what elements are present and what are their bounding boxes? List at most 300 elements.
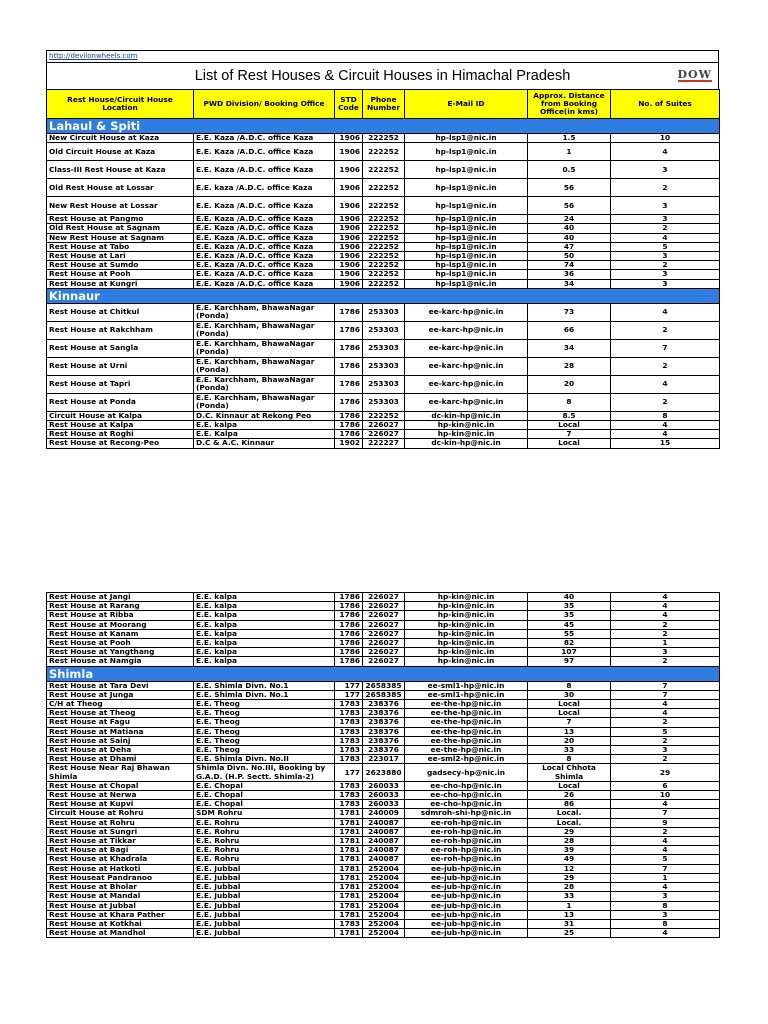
table-row <box>47 143 720 161</box>
phone-cell: 253303 <box>363 321 405 339</box>
email-cell: ee-the-hp@nic.in <box>405 700 528 709</box>
table-row <box>47 800 720 809</box>
phone-cell: 252004 <box>363 910 405 919</box>
distance-cell: 40 <box>528 233 611 242</box>
suites-cell: 4 <box>611 421 720 430</box>
location-cell: Rest House at Jangi <box>47 593 194 602</box>
phone-cell: 226027 <box>363 639 405 648</box>
distance-cell: 8 <box>528 393 611 411</box>
suites-cell: 2 <box>611 827 720 836</box>
table-row <box>47 357 720 375</box>
std-code-cell: 1902 <box>335 439 363 448</box>
distance-cell: 13 <box>528 727 611 736</box>
distance-cell: 45 <box>528 620 611 629</box>
division-cell: E.E. Kaza /A.D.C. office Kaza <box>194 252 335 261</box>
table-row <box>47 846 720 855</box>
location-cell: Rest House at Deha <box>47 746 194 755</box>
suites-cell: 1 <box>611 639 720 648</box>
email-cell: ee-roh-hp@nic.in <box>405 855 528 864</box>
phone-cell: 238376 <box>363 736 405 745</box>
std-code-cell: 1786 <box>335 611 363 620</box>
table-row <box>47 339 720 357</box>
division-cell: E.E. kalpa <box>194 639 335 648</box>
email-cell: hp-lsp1@nic.in <box>405 134 528 143</box>
phone-cell: 2623880 <box>363 764 405 781</box>
suites-cell: 4 <box>611 709 720 718</box>
email-cell: ee-sml1-hp@nic.in <box>405 681 528 690</box>
std-code-cell: 1781 <box>335 827 363 836</box>
phone-cell: 238376 <box>363 700 405 709</box>
suites-cell: 3 <box>611 746 720 755</box>
suites-cell: 7 <box>611 690 720 699</box>
section-title: Lahaul & Spiti <box>47 119 720 134</box>
phone-cell: 240087 <box>363 837 405 846</box>
division-cell: E.E. kalpa <box>194 611 335 620</box>
location-cell: Rest House at Tapri <box>47 375 194 393</box>
division-cell: E.E. Theog <box>194 727 335 736</box>
distance-cell: 33 <box>528 746 611 755</box>
rest-house-sheet-continued <box>46 592 719 938</box>
table-row <box>47 648 720 657</box>
table-row <box>47 929 720 938</box>
email-cell: hp-kin@nic.in <box>405 602 528 611</box>
phone-cell: 226027 <box>363 421 405 430</box>
location-cell: Rest House at Mandhol <box>47 929 194 938</box>
suites-cell: 2 <box>611 620 720 629</box>
suites-cell: 3 <box>611 252 720 261</box>
rest-house-sheet <box>46 50 719 449</box>
suites-cell: 2 <box>611 179 720 197</box>
location-cell: Rest House at Theog <box>47 709 194 718</box>
email-cell: hp-lsp1@nic.in <box>405 224 528 233</box>
division-cell: E.E. Karchham, BhawaNagar (Ponda) <box>194 339 335 357</box>
table-body-part2 <box>47 593 720 938</box>
location-cell: Rest House at Pooh <box>47 270 194 279</box>
distance-cell: Local. <box>528 809 611 818</box>
column-header-division: PWD Division/ Booking Office <box>194 90 335 119</box>
phone-cell: 222252 <box>363 224 405 233</box>
std-code-cell: 1783 <box>335 727 363 736</box>
location-cell: Rest House at Tabo <box>47 242 194 251</box>
std-code-cell: 1786 <box>335 375 363 393</box>
distance-cell: 7 <box>528 430 611 439</box>
phone-cell: 222252 <box>363 252 405 261</box>
section-header-row <box>47 666 720 681</box>
distance-cell: 35 <box>528 602 611 611</box>
std-code-cell: 1906 <box>335 179 363 197</box>
location-cell: Rest House at Fagu <box>47 718 194 727</box>
suites-cell: 4 <box>611 929 720 938</box>
email-cell: hp-lsp1@nic.in <box>405 261 528 270</box>
division-cell: E.E. Theog <box>194 709 335 718</box>
suites-cell: 7 <box>611 864 720 873</box>
source-url-link[interactable]: http://devilonwheels.com <box>46 50 719 62</box>
division-cell: E.E. Karchham, BhawaNagar (Ponda) <box>194 303 335 321</box>
table-row <box>47 593 720 602</box>
column-header-location: Rest House/Circuit House Location <box>47 90 194 119</box>
std-code-cell: 1781 <box>335 818 363 827</box>
location-cell: Rest House at Khara Pather <box>47 910 194 919</box>
suites-cell: 7 <box>611 681 720 690</box>
table-row <box>47 700 720 709</box>
phone-cell: 226027 <box>363 629 405 638</box>
phone-cell: 222252 <box>363 279 405 288</box>
distance-cell: 31 <box>528 919 611 928</box>
std-code-cell: 1906 <box>335 134 363 143</box>
section-title: Kinnaur <box>47 288 720 303</box>
email-cell: ee-sml2-hp@nic.in <box>405 755 528 764</box>
email-cell: hp-kin@nic.in <box>405 593 528 602</box>
location-cell: Rest House at Roghi <box>47 430 194 439</box>
suites-cell: 10 <box>611 134 720 143</box>
table-row <box>47 602 720 611</box>
phone-cell: 253303 <box>363 393 405 411</box>
location-cell: Rest House at Pooh <box>47 639 194 648</box>
table-row <box>47 681 720 690</box>
division-cell: E.E. Kaza /A.D.C. office Kaza <box>194 215 335 224</box>
distance-cell: Local <box>528 781 611 790</box>
email-cell: ee-the-hp@nic.in <box>405 727 528 736</box>
email-cell: ee-karc-hp@nic.in <box>405 339 528 357</box>
table-row <box>47 134 720 143</box>
suites-cell: 2 <box>611 261 720 270</box>
table-row <box>47 233 720 242</box>
distance-cell: 34 <box>528 279 611 288</box>
location-cell: Old Circuit House at Kaza <box>47 143 194 161</box>
division-cell: E.E. Jubbal <box>194 864 335 873</box>
suites-cell: 3 <box>611 910 720 919</box>
std-code-cell: 1783 <box>335 791 363 800</box>
division-cell: E.E. Jubbal <box>194 919 335 928</box>
email-cell: ee-karc-hp@nic.in <box>405 357 528 375</box>
section-header-row <box>47 288 720 303</box>
location-cell: Rest House at Sungri <box>47 827 194 836</box>
location-cell: Rest House Near Raj Bhawan Shimla <box>47 764 194 781</box>
column-header-distance: Approx. Distance from Booking Office(in kms) <box>528 90 611 119</box>
phone-cell: 253303 <box>363 303 405 321</box>
location-cell: Rest House at Kupvi <box>47 800 194 809</box>
distance-cell: 28 <box>528 357 611 375</box>
distance-cell: Local Chhota Shimla <box>528 764 611 781</box>
email-cell: sdmroh-shi-hp@nic.in <box>405 809 528 818</box>
distance-cell: Local <box>528 700 611 709</box>
distance-cell: 97 <box>528 657 611 666</box>
table-row <box>47 919 720 928</box>
table-row <box>47 270 720 279</box>
division-cell: E.E. kalpa <box>194 629 335 638</box>
location-cell: Rest House at Chitkul <box>47 303 194 321</box>
email-cell: ee-the-hp@nic.in <box>405 746 528 755</box>
suites-cell: 29 <box>611 764 720 781</box>
table-row <box>47 303 720 321</box>
email-cell: ee-cho-hp@nic.in <box>405 791 528 800</box>
email-cell: hp-lsp1@nic.in <box>405 270 528 279</box>
suites-cell: 4 <box>611 303 720 321</box>
table-row <box>47 755 720 764</box>
location-cell: Rest House at Nerwa <box>47 791 194 800</box>
division-cell: E.E. Kalpa <box>194 430 335 439</box>
std-code-cell: 1781 <box>335 809 363 818</box>
phone-cell: 253303 <box>363 339 405 357</box>
distance-cell: 49 <box>528 855 611 864</box>
location-cell: Rest House at Hatkoti <box>47 864 194 873</box>
distance-cell: 56 <box>528 197 611 215</box>
division-cell: E.E. Rohru <box>194 837 335 846</box>
table-row <box>47 781 720 790</box>
division-cell: E.E. Theog <box>194 700 335 709</box>
location-cell: Rest House at Rakchham <box>47 321 194 339</box>
distance-cell: 8 <box>528 681 611 690</box>
email-cell: dc-kin-hp@nic.in <box>405 411 528 420</box>
email-cell: ee-karc-hp@nic.in <box>405 375 528 393</box>
phone-cell: 252004 <box>363 873 405 882</box>
email-cell: hp-lsp1@nic.in <box>405 161 528 179</box>
phone-cell: 226027 <box>363 602 405 611</box>
division-cell: E.E. Kaza /A.D.C. office Kaza <box>194 242 335 251</box>
phone-cell: 222252 <box>363 179 405 197</box>
email-cell: ee-sml1-hp@nic.in <box>405 690 528 699</box>
phone-cell: 222227 <box>363 439 405 448</box>
email-cell: hp-kin@nic.in <box>405 620 528 629</box>
division-cell: E.E. Chopal <box>194 800 335 809</box>
distance-cell: 0.5 <box>528 161 611 179</box>
phone-cell: 2658385 <box>363 690 405 699</box>
dow-logo: DOW <box>677 68 712 81</box>
division-cell: E.E. Shimla Divn. No.II <box>194 755 335 764</box>
table-row <box>47 892 720 901</box>
division-cell: Shimla Divn. No.III, Booking by G.A.D. (H.P. Sectt. Shimla-2) <box>194 764 335 781</box>
std-code-cell: 1906 <box>335 242 363 251</box>
location-cell: Rest House at Jubbal <box>47 901 194 910</box>
location-cell: Rest House at Mandal <box>47 892 194 901</box>
suites-cell: 2 <box>611 755 720 764</box>
distance-cell: 7 <box>528 718 611 727</box>
division-cell: E.E. Theog <box>194 718 335 727</box>
email-cell: ee-jub-hp@nic.in <box>405 883 528 892</box>
phone-cell: 240087 <box>363 855 405 864</box>
rest-house-table <box>46 89 720 449</box>
distance-cell: Local <box>528 439 611 448</box>
suites-cell: 4 <box>611 800 720 809</box>
table-row <box>47 709 720 718</box>
table-row <box>47 629 720 638</box>
phone-cell: 252004 <box>363 901 405 910</box>
division-cell: SDM Rohru <box>194 809 335 818</box>
email-cell: hp-lsp1@nic.in <box>405 143 528 161</box>
division-cell: E.E. kaza /A.D.C. office Kaza <box>194 179 335 197</box>
std-code-cell: 1783 <box>335 709 363 718</box>
std-code-cell: 1786 <box>335 357 363 375</box>
email-cell: ee-karc-hp@nic.in <box>405 393 528 411</box>
email-cell: ee-jub-hp@nic.in <box>405 873 528 882</box>
std-code-cell: 1786 <box>335 657 363 666</box>
distance-cell: 39 <box>528 846 611 855</box>
table-row <box>47 657 720 666</box>
std-code-cell: 1786 <box>335 339 363 357</box>
phone-cell: 240087 <box>363 818 405 827</box>
table-row <box>47 430 720 439</box>
email-cell: hp-kin@nic.in <box>405 421 528 430</box>
table-row <box>47 179 720 197</box>
location-cell: Rest House at Moorang <box>47 620 194 629</box>
email-cell: ee-jub-hp@nic.in <box>405 892 528 901</box>
phone-cell: 226027 <box>363 430 405 439</box>
distance-cell: 24 <box>528 215 611 224</box>
suites-cell: 3 <box>611 161 720 179</box>
section-header-row <box>47 119 720 134</box>
division-cell: E.E. kalpa <box>194 602 335 611</box>
phone-cell: 252004 <box>363 883 405 892</box>
column-header-phone: Phone Number <box>363 90 405 119</box>
location-cell: Rest House at Rohru <box>47 818 194 827</box>
location-cell: Rest House at Namgia <box>47 657 194 666</box>
suites-cell: 4 <box>611 233 720 242</box>
division-cell: E.E. Rohru <box>194 855 335 864</box>
suites-cell: 6 <box>611 781 720 790</box>
division-cell: E.E. Rohru <box>194 846 335 855</box>
suites-cell: 3 <box>611 215 720 224</box>
email-cell: ee-jub-hp@nic.in <box>405 901 528 910</box>
title-row <box>46 62 719 89</box>
location-cell: Old Rest House at Sagnam <box>47 224 194 233</box>
suites-cell: 2 <box>611 718 720 727</box>
table-row <box>47 375 720 393</box>
table-row <box>47 809 720 818</box>
distance-cell: 26 <box>528 791 611 800</box>
email-cell: hp-lsp1@nic.in <box>405 252 528 261</box>
std-code-cell: 177 <box>335 681 363 690</box>
suites-cell: 4 <box>611 611 720 620</box>
column-header-suites: No. of Suites <box>611 90 720 119</box>
suites-cell: 3 <box>611 279 720 288</box>
distance-cell: 20 <box>528 736 611 745</box>
division-cell: E.E. Theog <box>194 746 335 755</box>
location-cell: Rest House at Bholar <box>47 883 194 892</box>
table-row <box>47 883 720 892</box>
location-cell: Circuit House at Rohru <box>47 809 194 818</box>
division-cell: E.E. Kaza /A.D.C. office Kaza <box>194 233 335 242</box>
table-row <box>47 215 720 224</box>
email-cell: ee-jub-hp@nic.in <box>405 910 528 919</box>
suites-cell: 2 <box>611 357 720 375</box>
location-cell: Rest House at Kotkhai <box>47 919 194 928</box>
location-cell: Rest House at Matiana <box>47 727 194 736</box>
location-cell: Rest House at Junga <box>47 690 194 699</box>
suites-cell: 4 <box>611 837 720 846</box>
division-cell: E.E. kalpa <box>194 421 335 430</box>
email-cell: hp-lsp1@nic.in <box>405 179 528 197</box>
suites-cell: 3 <box>611 270 720 279</box>
location-cell: Rest House at Recong-Peo <box>47 439 194 448</box>
location-cell: Rest House at Khadrala <box>47 855 194 864</box>
phone-cell: 222252 <box>363 197 405 215</box>
std-code-cell: 1783 <box>335 736 363 745</box>
email-cell: ee-cho-hp@nic.in <box>405 781 528 790</box>
suites-cell: 4 <box>611 593 720 602</box>
phone-cell: 240087 <box>363 846 405 855</box>
phone-cell: 252004 <box>363 864 405 873</box>
email-cell: hp-kin@nic.in <box>405 611 528 620</box>
table-header-row <box>47 90 720 119</box>
email-cell: ee-jub-hp@nic.in <box>405 919 528 928</box>
std-code-cell: 1906 <box>335 270 363 279</box>
suites-cell: 8 <box>611 919 720 928</box>
suites-cell: 4 <box>611 375 720 393</box>
std-code-cell: 1781 <box>335 873 363 882</box>
table-row <box>47 791 720 800</box>
std-code-cell: 1783 <box>335 718 363 727</box>
division-cell: E.E. Karchham, BhawaNagar (Ponda) <box>194 375 335 393</box>
std-code-cell: 1783 <box>335 746 363 755</box>
suites-cell: 10 <box>611 791 720 800</box>
distance-cell: 8 <box>528 755 611 764</box>
phone-cell: 222252 <box>363 233 405 242</box>
distance-cell: 47 <box>528 242 611 251</box>
suites-cell: 2 <box>611 736 720 745</box>
table-row <box>47 855 720 864</box>
location-cell: Rest House at Urni <box>47 357 194 375</box>
division-cell: E.E. Jubbal <box>194 873 335 882</box>
phone-cell: 222252 <box>363 411 405 420</box>
email-cell: hp-lsp1@nic.in <box>405 197 528 215</box>
division-cell: E.E. Kaza /A.D.C. office Kaza <box>194 134 335 143</box>
table-row <box>47 639 720 648</box>
std-code-cell: 1781 <box>335 837 363 846</box>
suites-cell: 5 <box>611 242 720 251</box>
phone-cell: 252004 <box>363 919 405 928</box>
std-code-cell: 1906 <box>335 233 363 242</box>
std-code-cell: 1783 <box>335 919 363 928</box>
std-code-cell: 1786 <box>335 430 363 439</box>
suites-cell: 4 <box>611 700 720 709</box>
suites-cell: 2 <box>611 224 720 233</box>
location-cell: New Rest House at Sagnam <box>47 233 194 242</box>
phone-cell: 252004 <box>363 892 405 901</box>
division-cell: E.E. Kaza /A.D.C. office Kaza <box>194 261 335 270</box>
phone-cell: 238376 <box>363 709 405 718</box>
suites-cell: 8 <box>611 411 720 420</box>
division-cell: E.E. Chopal <box>194 781 335 790</box>
email-cell: ee-the-hp@nic.in <box>405 709 528 718</box>
location-cell: Rest House at Bagi <box>47 846 194 855</box>
email-cell: ee-jub-hp@nic.in <box>405 929 528 938</box>
division-cell: E.E. Shimla Divn. No.1 <box>194 690 335 699</box>
std-code-cell: 1906 <box>335 261 363 270</box>
std-code-cell: 1781 <box>335 901 363 910</box>
phone-cell: 222252 <box>363 143 405 161</box>
email-cell: hp-kin@nic.in <box>405 657 528 666</box>
table-row <box>47 620 720 629</box>
suites-cell: 9 <box>611 818 720 827</box>
location-cell: Rest House at Yangthang <box>47 648 194 657</box>
division-cell: E.E. Jubbal <box>194 929 335 938</box>
location-cell: New Rest House at Lossar <box>47 197 194 215</box>
table-row <box>47 727 720 736</box>
table-row <box>47 611 720 620</box>
column-header-std-code: STD Code <box>335 90 363 119</box>
email-cell: ee-roh-hp@nic.in <box>405 837 528 846</box>
suites-cell: 2 <box>611 393 720 411</box>
std-code-cell: 1786 <box>335 411 363 420</box>
email-cell: hp-kin@nic.in <box>405 430 528 439</box>
location-cell: Class-III Rest House at Kaza <box>47 161 194 179</box>
table-row <box>47 161 720 179</box>
std-code-cell: 1781 <box>335 883 363 892</box>
std-code-cell: 1906 <box>335 197 363 215</box>
location-cell: Rest House at Sainj <box>47 736 194 745</box>
division-cell: E.E. Kaza /A.D.C. office Kaza <box>194 161 335 179</box>
phone-cell: 223017 <box>363 755 405 764</box>
